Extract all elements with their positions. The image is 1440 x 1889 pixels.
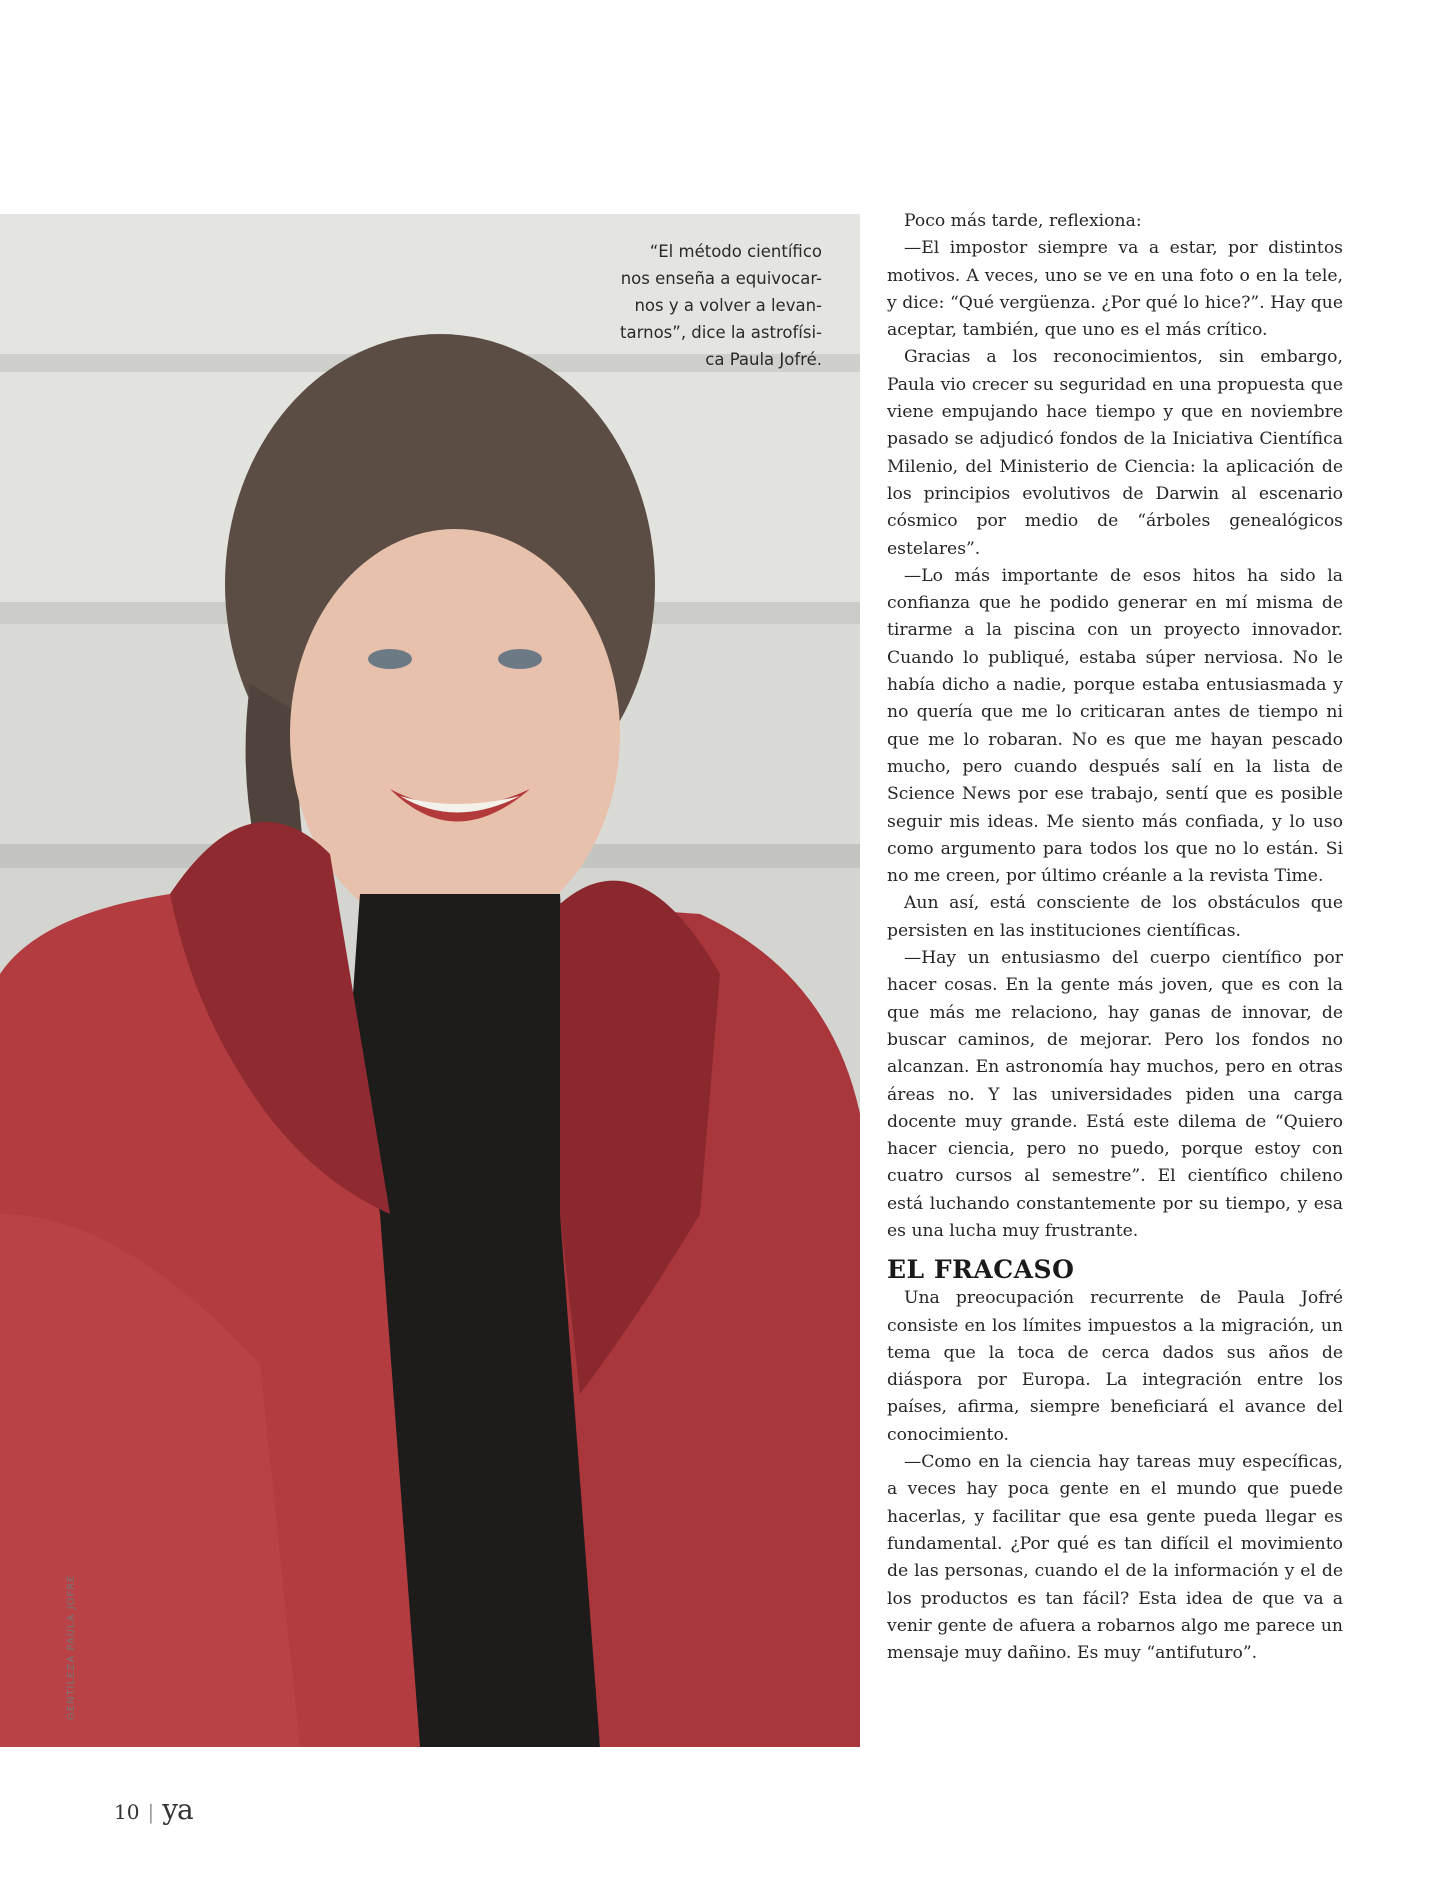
article-paragraph: —Como en la ciencia hay tareas muy específicas, a veces hay poca gente en el mundo que puede hacerlas, y facilitar que esa gente pueda llegar es fundamental. ¿Por qué es tan difícil el movimiento de las personas, cuando el de la información y el de los productos es tan fácil? Esta idea de que va a venir gente de afuera a robarnos algo me parece un mensaje muy dañino. Es muy “antifuturo”. — [887, 1452, 1343, 1664]
photo-credit: GENTILEZA PAULA JOFRÉ — [66, 1574, 77, 1720]
portrait-photo — [0, 214, 860, 1747]
article-paragraph: Poco más tarde, reflexiona: — [904, 211, 1142, 231]
section-heading: EL FRACASO — [887, 1255, 1075, 1285]
magazine-logo: ya — [162, 1793, 193, 1826]
photo-caption: “El método científico nos enseña a equivocar- nos y a volver a levan- tarnos”, dice la astrofísi- ca Paula Jofré. — [620, 242, 822, 369]
article-paragraph: Gracias a los reconocimientos, sin embargo, Paula vio crecer su seguridad en una propuesta que viene empujando hace tiempo y que en noviembre pasado se adjudicó fondos de la Iniciativa Científica Milenio, del Ministerio de Ciencia: la aplicación de los principios evolutivos de Darwin al escenario cósmico por medio de “árboles genealógicos estelares”. — [887, 347, 1343, 559]
article-paragraph: —Lo más importante de esos hitos ha sido la confianza que he podido generar en mí misma de tirarme a la piscina con un proyecto innovador. Cuando lo publiqué, estaba súper nerviosa. No le había dicho a nadie, porque estaba entusiasmada y no quería que me lo criticaran antes de tiempo ni que me lo robaran. No es que me hayan pescado mucho, pero cuando después salí en la lista de Science News por ese trabajo, sentí que es posible seguir mis ideas. Me siento más confiada, y lo uso como argumento para todos los que no lo están. Si no me creen, por último créanle a la revista Time. — [887, 565, 1343, 887]
article-body — [887, 208, 1343, 1667]
article-paragraph: Aun así, está consciente de los obstáculos que persisten en las instituciones científicas. — [887, 893, 1343, 941]
folio-separator: | — [147, 1800, 155, 1824]
article-paragraph: —Hay un entusiasmo del cuerpo científico por hacer cosas. En la gente más joven, que es con la que más me relaciono, hay ganas de innovar, de buscar caminos, de mejorar. Pero los fondos no alcanzan. En astronomía hay muchos, pero en otras áreas no. Y las universidades piden una carga docente muy grande. Está este dilema de “Quiero hacer ciencia, pero no puedo, porque estoy con cuatro cursos al semestre”. El científico chileno está luchando constantemente por su tiempo, y esa es una lucha muy frustrante. — [887, 948, 1343, 1241]
article-paragraph: —El impostor siempre va a estar, por distintos motivos. A veces, uno se ve en una foto o en la tele, y dice: “Qué vergüenza. ¿Por qué lo hice?”. Hay que aceptar, también, que uno es el más crítico. — [887, 238, 1343, 341]
page-footer — [114, 1793, 193, 1826]
portrait-illustration — [0, 214, 860, 1747]
page-number: 10 — [114, 1800, 140, 1824]
article-paragraph: Una preocupación recurrente de Paula Jofré consiste en los límites impuestos a la migración, un tema que la toca de cerca dados sus años de diáspora por Europa. La integración entre los países, afirma, siempre beneficiará el avance del conocimiento. — [887, 1288, 1343, 1445]
